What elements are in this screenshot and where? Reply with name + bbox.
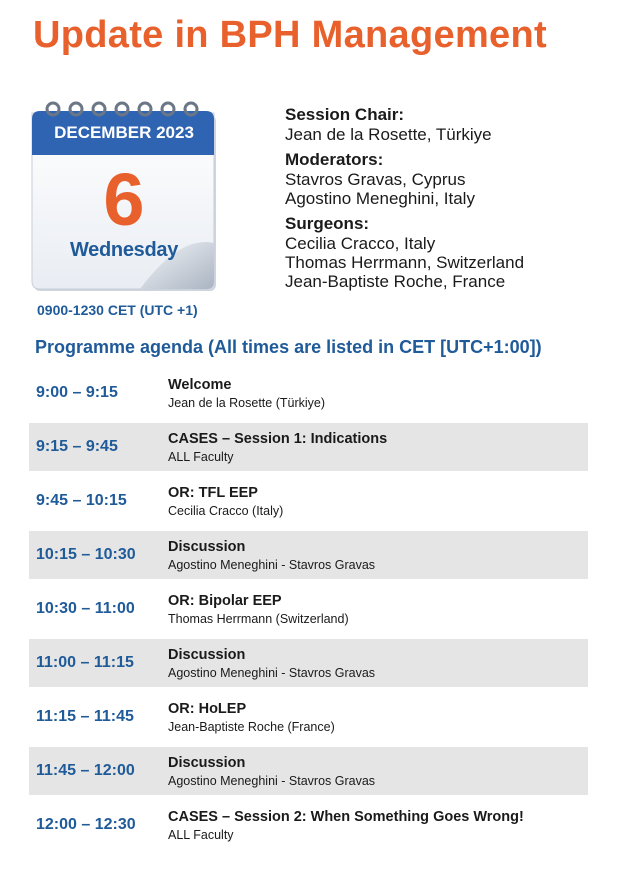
agenda-speaker: Agostino Meneghini - Stavros Gravas [168,558,376,572]
agenda-topic: OR: TFL EEP [168,485,258,501]
agenda-speaker: Cecilia Cracco (Italy) [168,504,284,518]
calendar-icon [30,95,218,295]
surgeons-group [285,214,625,291]
agenda-row [29,639,588,687]
session-time: 0900-1230 CET (UTC +1) [37,302,198,318]
agenda-speaker: Thomas Herrmann (Switzerland) [168,612,349,626]
agenda-row [29,747,588,795]
agenda-speaker: Jean-Baptiste Roche (France) [168,720,335,734]
agenda-topic: Welcome [168,377,232,393]
calendar-month: DECEMBER 2023 [54,123,194,142]
agenda-time: 11:45 – 12:00 [36,762,135,779]
agenda-table [29,369,588,855]
agenda-speaker: Jean de la Rosette (Türkiye) [168,396,326,410]
page-title: Update in BPH Management [33,14,547,56]
group-heading: Session Chair: [285,105,405,124]
agenda-speaker: Agostino Meneghini - Stavros Gravas [168,666,376,680]
person-name: Jean-Baptiste Roche, France [285,272,506,291]
faculty-list [285,105,625,297]
person-name: Stavros Gravas, Cyprus [285,170,466,189]
person-name: Agostino Meneghini, Italy [285,189,475,208]
person-name: Cecilia Cracco, Italy [285,234,436,253]
agenda-time: 10:30 – 11:00 [36,600,135,617]
agenda-time: 9:00 – 9:15 [36,384,118,401]
agenda-topic: Discussion [168,755,246,771]
agenda-row [29,585,588,633]
agenda-time: 9:15 – 9:45 [36,438,118,455]
agenda-time: 9:45 – 10:15 [36,492,127,509]
agenda-row [29,423,588,471]
session-chair-group [285,105,625,144]
agenda-topic: OR: HoLEP [168,701,247,717]
agenda-row [29,693,588,741]
agenda-topic: Discussion [168,647,246,663]
agenda-topic: Discussion [168,539,246,555]
agenda-row [29,477,588,525]
agenda-speaker: Agostino Meneghini - Stavros Gravas [168,774,376,788]
person-name: Jean de la Rosette, Türkiye [285,125,492,144]
agenda-topic: OR: Bipolar EEP [168,593,282,609]
agenda-topic: CASES – Session 2: When Something Goes Wrong! [168,809,524,825]
moderators-group [285,150,625,208]
agenda-topic: CASES – Session 1: Indications [168,431,388,447]
agenda-row [29,531,588,579]
agenda-row [29,369,588,417]
person-name: Thomas Herrmann, Switzerland [285,253,525,272]
calendar-day: 6 [103,158,145,241]
agenda-time: 12:00 – 12:30 [36,816,136,833]
agenda-time: 10:15 – 10:30 [36,546,136,563]
agenda-speaker: ALL Faculty [168,828,234,842]
agenda-heading: Programme agenda (All times are listed in CET [UTC+1:00]) [35,337,542,357]
group-heading: Surgeons: [285,214,370,233]
group-heading: Moderators: [285,150,384,169]
agenda-time: 11:00 – 11:15 [36,654,134,671]
agenda-speaker: ALL Faculty [168,450,234,464]
agenda-time: 11:15 – 11:45 [36,708,134,725]
calendar-weekday: Wednesday [69,239,179,261]
agenda-row [29,801,588,849]
